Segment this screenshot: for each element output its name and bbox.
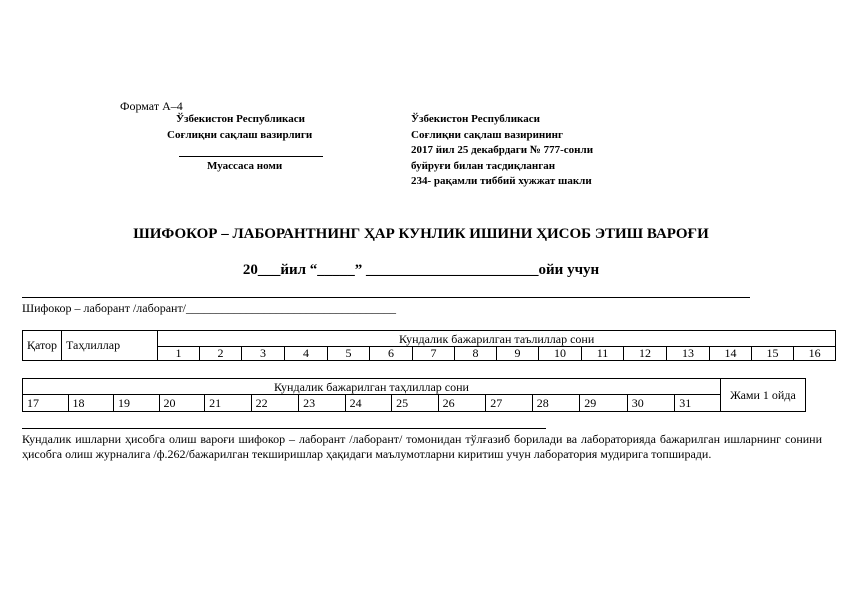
daily-count-header-2: Кундалик бажарилган таҳлиллар сони [23, 379, 721, 395]
day-cell-25: 25 [392, 395, 439, 412]
day-cell-8: 8 [455, 347, 497, 361]
day-cell-2: 2 [200, 347, 242, 361]
day-cell-3: 3 [242, 347, 285, 361]
day-cell-29: 29 [580, 395, 628, 412]
day-cell-18: 18 [68, 395, 114, 412]
approval-line5: 234- рақамли тиббий хужжат шакли [411, 175, 592, 187]
day-cell-14: 14 [710, 347, 752, 361]
day-cell-11: 11 [582, 347, 624, 361]
day-cell-10: 10 [539, 347, 582, 361]
ministry-left-line2: Соғлиқни сақлаш вазирлиги [167, 129, 313, 141]
daily-table-2 [22, 378, 806, 412]
col-row-header: Қатор [23, 331, 62, 361]
day-cell-1: 1 [158, 347, 200, 361]
day-cell-5: 5 [328, 347, 370, 361]
day-cell-13: 13 [667, 347, 710, 361]
day-cell-30: 30 [627, 395, 675, 412]
day-numbers-row-2 [23, 395, 806, 412]
approval-line1: Ўзбекистон Республикаси [411, 113, 540, 125]
day-cell-24: 24 [345, 395, 392, 412]
footer-note: Кундалик ишларни ҳисобга олиш вароғи шифокор – лаборант /лаборант/ томонидан тўлғазиб борилади ва лабораторияда бажарилган ишларнинг сонини ҳисобга олиш журналига /ф.262/бажарилган текширишлар ҳақидаги маълумотларни киритиш учун лаборатория мудирига топширади. [22, 432, 822, 461]
date-line: 20___йил “_____” _______________________ойи учун [242, 262, 600, 278]
monthly-total-header: Жами 1 ойда [720, 379, 805, 412]
daily-table-1 [22, 330, 836, 361]
approval-line2: Соғлиқни сақлаш вазирининг [411, 129, 563, 141]
day-cell-15: 15 [752, 347, 794, 361]
day-cell-17: 17 [23, 395, 69, 412]
doctor-field: Шифокор – лаборант /лаборант/___________________________________ [22, 301, 397, 315]
day-cell-12: 12 [624, 347, 667, 361]
col-analyses-header: Таҳлиллар [62, 331, 158, 361]
approval-line3: 2017 йил 25 декабрдаги № 777-сонли [411, 144, 594, 156]
day-cell-4: 4 [285, 347, 328, 361]
approval-line4: буйруғи билан тасдиқланган [411, 160, 556, 172]
day-cell-21: 21 [205, 395, 252, 412]
org-name-label: Муассаса номи [207, 160, 283, 172]
day-cell-27: 27 [486, 395, 533, 412]
page-title: ШИФОКОР – ЛАБОРАНТНИНГ ҲАР КУНЛИК ИШИНИ ҲИСОБ ЭТИШ ВАРОҒИ [133, 226, 709, 242]
day-cell-22: 22 [251, 395, 299, 412]
day-cell-23: 23 [299, 395, 346, 412]
day-cell-28: 28 [532, 395, 580, 412]
day-cell-20: 20 [159, 395, 205, 412]
day-cell-19: 19 [114, 395, 160, 412]
footer-rule [22, 428, 546, 429]
day-cell-26: 26 [438, 395, 486, 412]
day-cell-6: 6 [370, 347, 413, 361]
daily-count-header: Кундалик бажарилган таълиллар сони [158, 331, 836, 347]
format-label: Формат А–4 [120, 99, 183, 113]
ministry-left-line1: Ўзбекистон Республикаси [176, 113, 305, 125]
org-name-underline [179, 156, 323, 157]
day-cell-7: 7 [413, 347, 455, 361]
top-rule [22, 297, 750, 298]
day-cell-31: 31 [675, 395, 721, 412]
day-cell-9: 9 [497, 347, 539, 361]
day-cell-16: 16 [794, 347, 836, 361]
